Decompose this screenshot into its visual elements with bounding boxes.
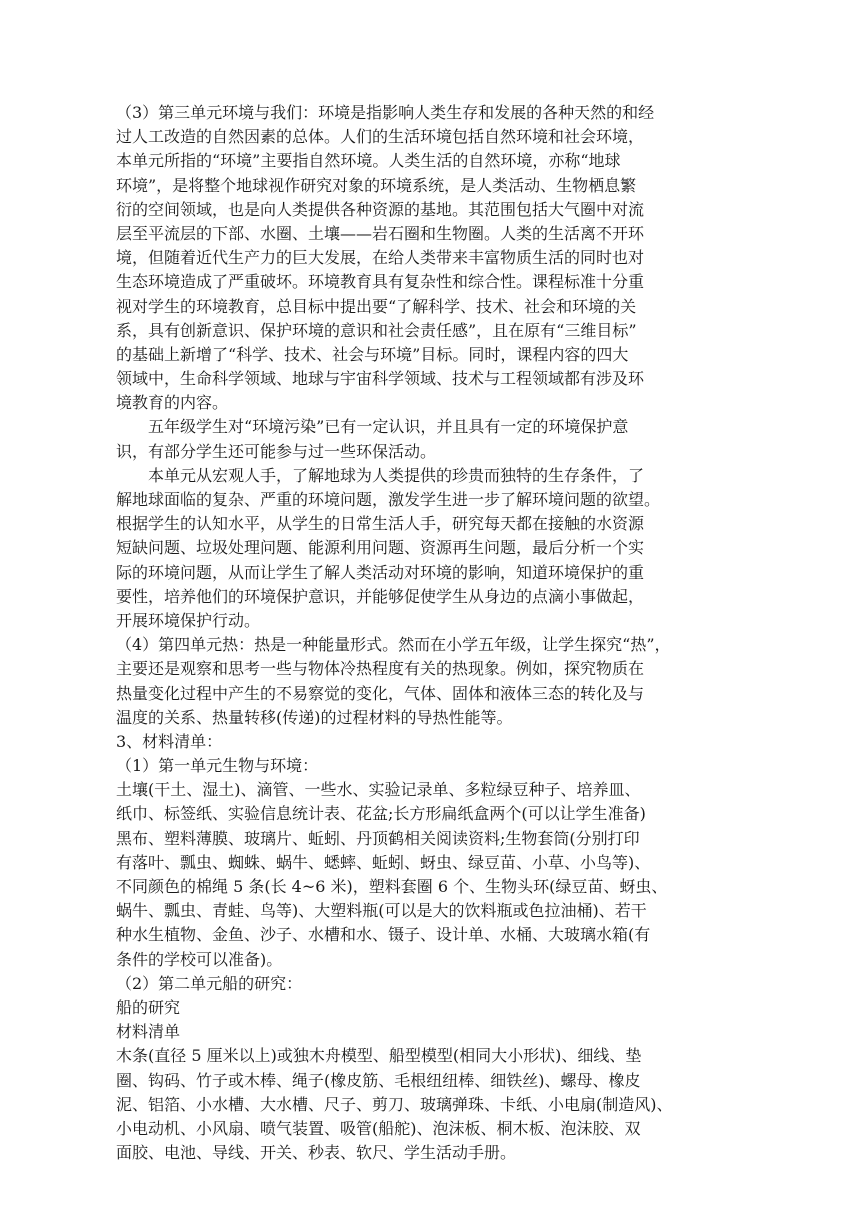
subheading-unit-2: （2）第二单元船的研究：: [116, 973, 303, 993]
text-line-5: 衍的空间领域，也是向人类提供各种资源的基地。其范围包括大气圈中对流: [116, 199, 645, 219]
text-line-8: 生态环境造成了严重破坏。环境教育具有复杂性和综合性。课程标准十分重: [116, 272, 645, 292]
text-line-18: 根据学生的认知水平，从学生的日常生活人手，研究每天都在接触的水资源: [116, 514, 645, 534]
text-line-34: 蜗牛、瓢虫、青蛙、鸟等)、大塑料瓶(可以是大的饮料瓶或色拉油桶)、若干: [116, 901, 647, 921]
text-line-40: 木条(直径 5 厘米以上)或独木舟模型、船型模型(相同大小形状)、细线、垫: [116, 1046, 642, 1066]
text-line-7: 境，但随着近代生产力的巨大发展，在给人类带来丰富物质生活的同时也对: [116, 248, 645, 268]
text-line-9: 视对学生的环境教育，总目标中提出要“了解科学、技术、社会和环境的关: [116, 296, 637, 316]
text-line-14: 五年级学生对“环境污染”已有一定认识，并且具有一定的环境保护意: [116, 417, 629, 437]
text-line-22: 开展环境保护行动。: [116, 610, 261, 630]
text-line-32: 有落叶、瓢虫、蜘蛛、蜗牛、蟋蟀、蚯蚓、蚜虫、绿豆苗、小草、小鸟等)、: [116, 852, 651, 872]
text-line-36: 条件的学校可以准备)。: [116, 949, 283, 969]
subheading-material-list: 材料清单: [116, 1022, 181, 1042]
text-line-43: 小电动机、小风扇、喷气装置、吸管(船舵)、泡沫板、桐木板、泡沫胶、双: [116, 1118, 641, 1138]
text-line-19: 短缺问题、垃圾处理问题、能源利用问题、资源再生问题，最后分析一个实: [116, 538, 645, 558]
text-line-23: （4）第四单元热：热是一种能量形式。然而在小学五年级，让学生探究“热”，: [116, 635, 671, 655]
text-line-25: 热量变化过程中产生的不易察觉的变化，气体、固体和液体三态的转化及与: [116, 683, 645, 703]
text-line-26: 温度的关系、热量转移(传递)的过程材料的导热性能等。: [116, 707, 513, 727]
text-line-35: 种水生植物、金鱼、沙子、水槽和水、镊子、设计单、水桶、大玻璃水箱(有: [116, 925, 651, 945]
text-line-44: 面胶、电池、导线、开关、秒表、软尺、学生活动手册。: [116, 1143, 517, 1163]
text-line-15: 识，有部分学生还可能参与过一些环保活动。: [116, 441, 437, 461]
text-line-16: 本单元从宏观人手，了解地球为人类提供的珍贵而独特的生存条件，了: [116, 465, 645, 485]
text-line-30: 纸巾、标签纸、实验信息统计表、花盆;长方形扁纸盒两个(可以让学生准备): [116, 804, 646, 824]
text-line-11: 的基础上新增了“科学、技术、社会与环境”目标。同时，课程内容的四大: [116, 344, 629, 364]
document-body: [116, 101, 746, 1165]
text-line-10: 系，具有创新意识、保护环境的意识和社会责任感”，且在原有“三维目标”: [116, 320, 637, 340]
text-line-33: 不同颜色的棉绳 5 条(长 4~6 米)，塑料套圈 6 个、生物头环(绿豆苗、蚜虫、: [116, 877, 668, 896]
subheading-unit-1: （1）第一单元生物与环境：: [116, 756, 319, 776]
text-line-21: 要性，培养他们的环境保护意识，并能够促使学生从身边的点滴小事做起，: [116, 586, 645, 606]
text-line-1: （3）第三单元环境与我们：环境是指影响人类生存和发展的各种天然的和经: [116, 103, 655, 122]
section-heading-materials: 3、材料清单：: [116, 731, 223, 751]
text-line-42: 泥、铝箔、小水槽、大水槽、尺子、剪刀、玻璃弹珠、卡纸、小电扇(制造风)、: [116, 1094, 673, 1114]
subheading-ship-study: 船的研究: [116, 997, 181, 1017]
text-line-2: 过人工改造的自然因素的总体。人们的生活环境包括自然环境和社会环境，: [116, 127, 645, 147]
text-line-29: 土壤(干土、湿土)、滴管、一些水、实验记录单、多粒绿豆种子、培养皿、: [116, 780, 641, 800]
text-line-3: 本单元所指的“环境”主要指自然环境。人类生活的自然环境，亦称“地球: [116, 151, 621, 171]
text-line-41: 圈、钩码、竹子或木棒、绳子(橡皮筋、毛根纽纽棒、细铁丝)、螺母、橡皮: [116, 1070, 641, 1090]
text-line-20: 际的环境问题，从而让学生了解人类活动对环境的影响，知道环境保护的重: [116, 562, 645, 582]
text-line-17: 解地球面临的复杂、严重的环境问题，激发学生进一步了解环境问题的欲望。: [116, 490, 661, 509]
text-line-24: 主要还是观察和思考一些与物体冷热程度有关的热现象。例如，探究物质在: [116, 659, 645, 679]
text-line-12: 领域中，生命科学领域、地球与宇宙科学领域、技术与工程领域都有涉及环: [116, 369, 645, 389]
text-line-13: 境教育的内容。: [116, 393, 229, 413]
text-line-31: 黑布、塑料薄膜、玻璃片、蚯蚓、丹顶鹤相关阅读资料;生物套筒(分别打印: [116, 828, 640, 848]
text-line-4: 环境”，是将整个地球视作研究对象的环境系统，是人类活动、生物栖息繁: [116, 175, 637, 195]
text-line-6: 层至平流层的下部、水圈、土壤——岩石圈和生物圈。人类的生活离不开环: [116, 223, 645, 243]
